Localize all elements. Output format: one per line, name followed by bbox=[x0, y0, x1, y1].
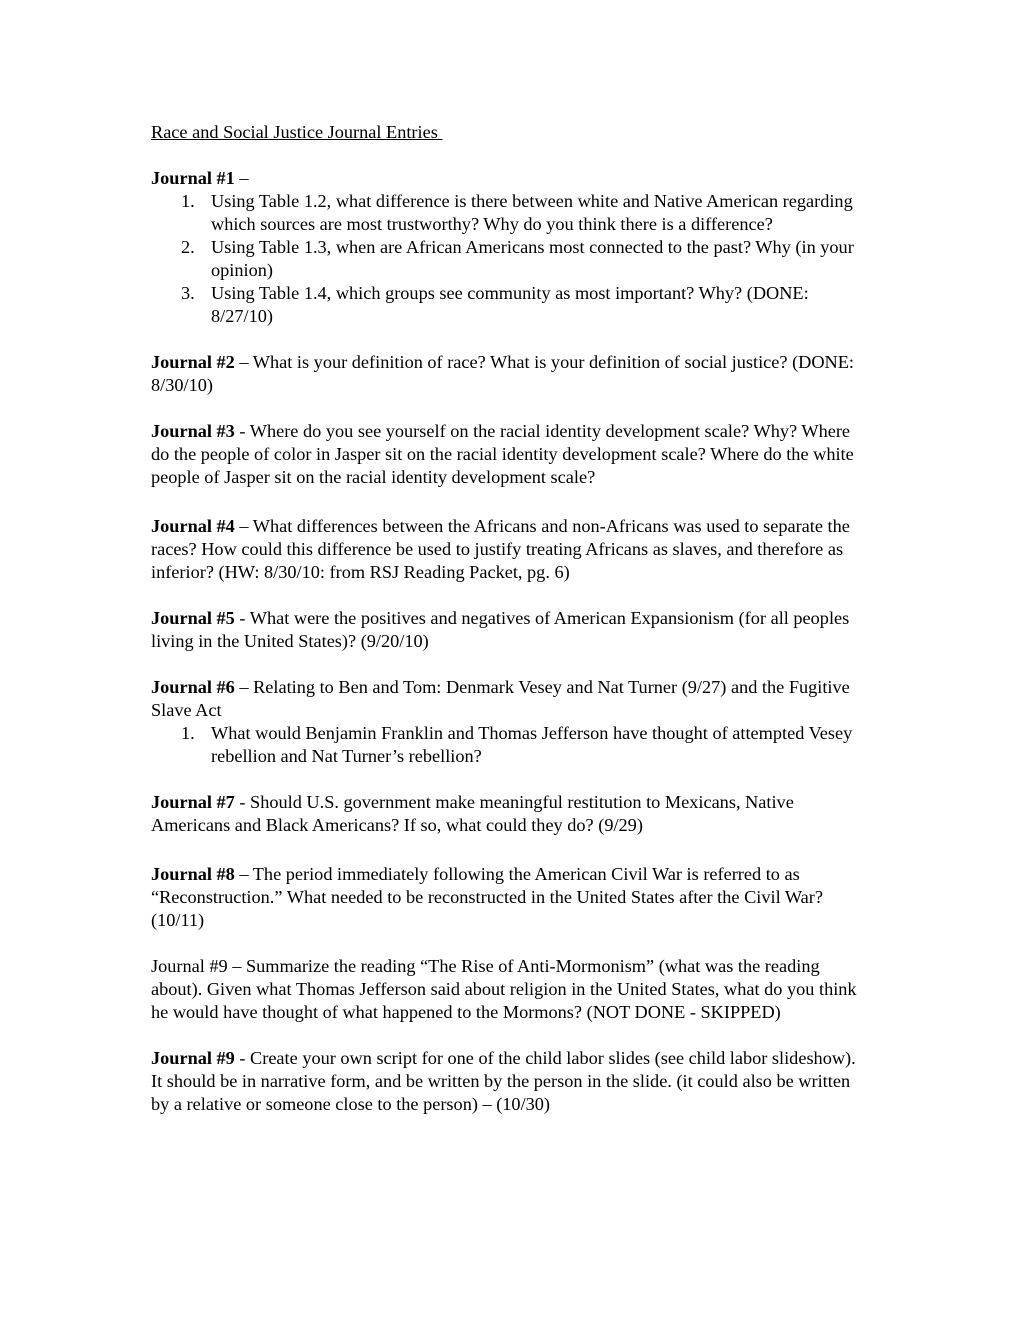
journal-label: Journal #7 bbox=[151, 792, 235, 812]
journal-text: – bbox=[234, 168, 249, 188]
journal-entry-7 bbox=[151, 791, 869, 837]
question-item bbox=[151, 722, 869, 768]
journal-entry-9-skipped bbox=[151, 955, 869, 1024]
journal-entry-1 bbox=[151, 167, 869, 328]
question-text: Using Table 1.4, which groups see community as most important? Why? (DONE: 8/27/10) bbox=[211, 283, 809, 326]
journal-entry-2 bbox=[151, 351, 869, 397]
journal-text: – The period immediately following the American Civil War is referred to as “Reconstruction.” What needed to be reconstructed in the United States after the Civil War? (10/11) bbox=[151, 864, 823, 930]
question-text: Using Table 1.3, when are African Americans most connected to the past? Why (in your opinion) bbox=[211, 237, 854, 280]
journal-text: – What is your definition of race? What is your definition of social justice? (DONE: 8/30/10) bbox=[151, 352, 855, 395]
journal-label: Journal #6 bbox=[151, 677, 235, 697]
question-number: 3. bbox=[181, 283, 195, 303]
journal-text: - Create your own script for one of the child labor slides (see child labor slideshow). It should be in narrative form, and be written by the person in the slide. (it could also be written by a relative or someone close to the person) – (10/30) bbox=[151, 1048, 856, 1114]
journal-text: – Relating to Ben and Tom: Denmark Vesey and Nat Turner (9/27) and the Fugitive Slave Act bbox=[151, 677, 850, 720]
journal-label: Journal #9 bbox=[151, 956, 228, 976]
journal-text: – What differences between the Africans and non-Africans was used to separate the races? How could this difference be used to justify treating Africans as slaves, and therefore as inferior? (HW: 8/30/10: from RSJ Reading Packet, pg. 6) bbox=[151, 516, 850, 582]
journal-entry-5 bbox=[151, 607, 869, 653]
journal-6-questions bbox=[151, 722, 869, 768]
journal-text: – Summarize the reading “The Rise of Anti-Mormonism” (what was the reading about). Given what Thomas Jefferson said about religion in the United States, what do you think he would have thought of what happened to the Mormons? (NOT DONE - SKIPPED) bbox=[151, 956, 857, 1022]
journal-label: Journal #2 bbox=[151, 352, 235, 372]
journal-entry-4 bbox=[151, 515, 869, 584]
question-text: Using Table 1.2, what difference is there between white and Native American regarding which sources are most trustworthy? Why do you think there is a difference? bbox=[211, 191, 853, 234]
journal-label: Journal #8 bbox=[151, 864, 235, 884]
journal-1-questions bbox=[151, 190, 869, 328]
journal-entry-1-heading bbox=[151, 167, 869, 190]
question-item bbox=[151, 190, 869, 236]
journal-entry-8 bbox=[151, 863, 869, 932]
journal-label: Journal #3 bbox=[151, 421, 235, 441]
journal-label: Journal #1 bbox=[151, 168, 235, 188]
question-text: What would Benjamin Franklin and Thomas Jefferson have thought of attempted Vesey rebellion and Nat Turner’s rebellion? bbox=[211, 723, 853, 766]
journal-entry-6 bbox=[151, 676, 869, 768]
question-number: 1. bbox=[181, 723, 195, 743]
document-page bbox=[151, 121, 869, 1116]
journal-label: Journal #4 bbox=[151, 516, 235, 536]
journal-text: - What were the positives and negatives of American Expansionism (for all peoples living in the United States)? (9/20/10) bbox=[151, 608, 850, 651]
journal-entry-6-heading bbox=[151, 676, 869, 722]
question-item bbox=[151, 236, 869, 282]
journal-label: Journal #9 bbox=[151, 1048, 235, 1068]
journal-label: Journal #5 bbox=[151, 608, 235, 628]
question-number: 2. bbox=[181, 237, 195, 257]
journal-text: - Should U.S. government make meaningful restitution to Mexicans, Native Americans and Black Americans? If so, what could they do? (9/29) bbox=[151, 792, 794, 835]
document-title: Race and Social Justice Journal Entries bbox=[151, 122, 443, 142]
journal-entry-3 bbox=[151, 420, 869, 489]
journal-entry-9 bbox=[151, 1047, 869, 1116]
journal-text: - Where do you see yourself on the racial identity development scale? Why? Where do the people of color in Jasper sit on the racial identity development scale? Where do the white people of Jasper sit on the racial identity development scale? bbox=[151, 421, 854, 487]
question-item bbox=[151, 282, 869, 328]
question-number: 1. bbox=[181, 191, 195, 211]
